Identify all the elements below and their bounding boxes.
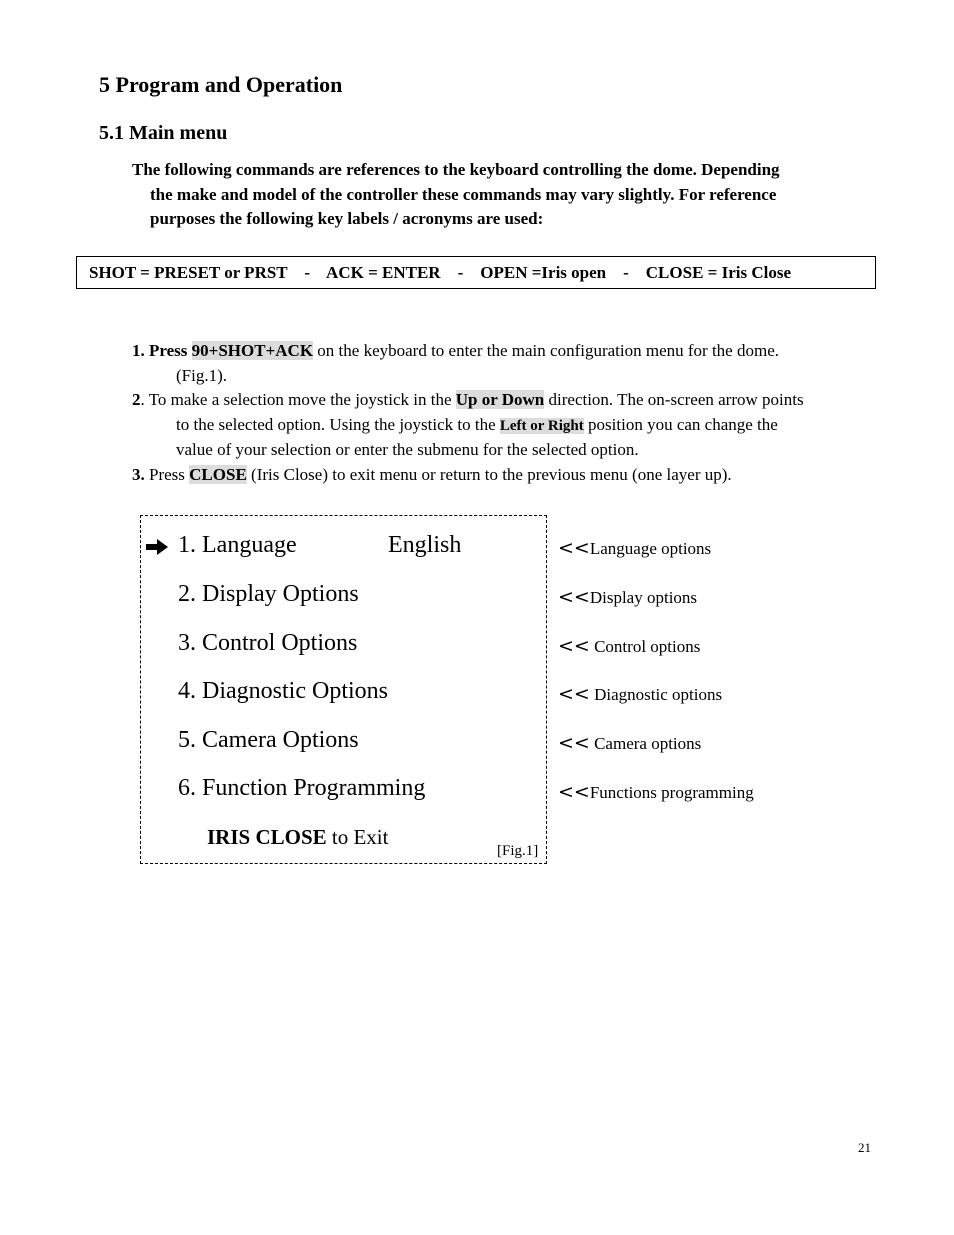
step-2-continuation-1 — [132, 413, 882, 439]
note-display — [558, 586, 697, 608]
menu-item-language: 1. Language — [178, 532, 297, 558]
step-1-number: 1. Press — [132, 341, 192, 360]
note-marker: << — [558, 732, 590, 754]
note-text: Language options — [589, 539, 712, 558]
key-legend-box — [76, 256, 876, 289]
note-functions — [558, 781, 754, 803]
figure-label: [Fig.1] — [497, 843, 539, 859]
subsection-title: 5.1 Main menu — [99, 122, 228, 144]
note-marker: << — [558, 586, 590, 608]
step-2 — [132, 388, 882, 463]
note-marker: << — [558, 781, 590, 803]
intro-paragraph — [132, 158, 872, 232]
note-marker: << — [558, 537, 590, 559]
step-2-cont-a: to the selected option. Using the joystick to the — [176, 414, 500, 434]
note-marker: << — [558, 635, 590, 657]
key-legend-text: SHOT = PRESET or PRST - ACK = ENTER - OPEN =Iris open - CLOSE = Iris Close — [89, 263, 792, 282]
main-menu-figure — [140, 515, 547, 864]
intro-line-3: purposes the following key labels / acronyms are used: — [150, 209, 544, 228]
menu-item-diagnostic-options: 4. Diagnostic Options — [178, 678, 388, 704]
right-arrow-icon — [145, 538, 169, 556]
page-number: 21 — [858, 1140, 871, 1155]
exit-text: to Exit — [326, 825, 389, 849]
step-2-text: direction. The on-screen arrow points — [544, 390, 804, 409]
intro-line-1: The following commands are references to the keyboard controlling the dome. Depending — [132, 160, 780, 179]
section-title: 5 Program and Operation — [99, 72, 343, 97]
step-2-continuation-2: value of your selection or enter the submenu for the selected option. — [176, 440, 639, 459]
step-3 — [132, 463, 882, 488]
step-1-key: 90+SHOT+ACK — [191, 341, 314, 360]
menu-item-function-programming: 6. Function Programming — [178, 775, 426, 801]
step-2-key-2: Left or Right — [499, 417, 584, 434]
intro-line-2: the make and model of the controller these commands may vary slightly. For reference — [150, 184, 777, 204]
note-text: Camera options — [589, 734, 702, 753]
note-diagnostic — [558, 683, 722, 705]
menu-item-control-options: 3. Control Options — [178, 630, 358, 656]
note-marker: << — [558, 683, 590, 705]
step-3-text: (Iris Close) to exit menu or return to the previous menu (one layer up). — [246, 464, 732, 484]
step-2-cont-b: position you can change the — [583, 414, 778, 434]
step-2-number: 2 — [132, 390, 141, 409]
exit-instruction — [207, 825, 388, 850]
step-3-key: CLOSE — [189, 464, 247, 484]
step-2-key: Up or Down — [455, 390, 545, 409]
note-text: Control options — [589, 637, 701, 656]
step-3-number: 3. — [132, 464, 145, 484]
language-value: English — [388, 532, 462, 558]
note-text: Diagnostic options — [589, 685, 723, 704]
step-1-text: on the keyboard to enter the main configuration menu for the dome. — [313, 341, 779, 360]
note-camera — [558, 732, 701, 754]
note-text: Display options — [589, 588, 698, 607]
step-2-text-pre: . To make a selection move the joystick in the — [140, 390, 456, 409]
note-text: Functions programming — [589, 783, 754, 802]
step-1-continuation: (Fig.1). — [176, 365, 227, 385]
note-control — [558, 635, 700, 657]
step-1 — [132, 339, 882, 388]
note-language — [558, 537, 711, 559]
menu-item-display-options: 2. Display Options — [178, 581, 359, 607]
menu-item-camera-options: 5. Camera Options — [178, 727, 359, 753]
step-3-text-pre: Press — [144, 464, 190, 484]
instruction-steps — [132, 339, 882, 487]
exit-key: IRIS CLOSE — [207, 825, 327, 849]
